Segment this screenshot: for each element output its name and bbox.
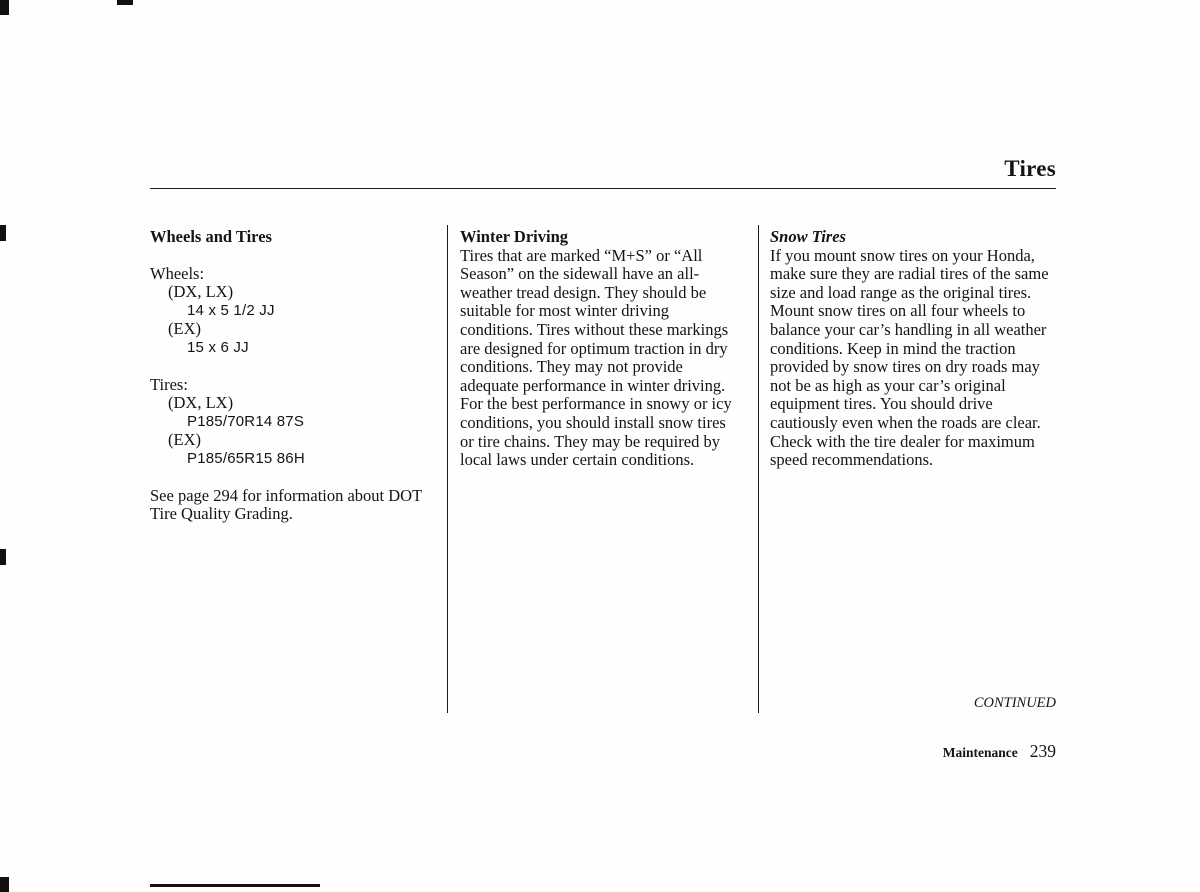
scan-registration-mark: [0, 549, 6, 565]
page-footer: [656, 741, 1056, 762]
winter-driving-paragraph-1: Tires that are marked “M+S” or “All Season” on the sidewall have an all-weather tread design. They should be suitable for most winter driving conditions. Tires without these markings are designed for optimum traction in dry conditions. They may not provide adequate performance in winter driving.: [460, 245, 729, 395]
wheel-spec-dx-lx: 14 x 5 1/2 JJ: [187, 301, 275, 319]
dot-grading-note: See page 294 for information about DOT Tire Quality Grading.: [150, 485, 422, 524]
section-heading-wheels-and-tires: Wheels and Tires: [150, 227, 272, 246]
scan-registration-mark: [0, 225, 6, 241]
snow-tires-paragraph-1: If you mount snow tires on your Honda, make sure they are radial tires of the same size and load range as the original tires. Mount snow tires on all four wheels to balance your car’s handling in all weather conditions. Keep in mind the traction provided by snow tires on dry roads may not be as high as your car’s original equipment tires. You should drive cautiously even when the roads are clear. Check with the tire dealer for maximum speed recommendations.: [770, 245, 1049, 470]
wheel-trim-dx-lx: (DX, LX): [168, 282, 234, 302]
tire-trim-dx-lx: (DX, LX): [168, 393, 234, 413]
page-title: Tires: [1004, 156, 1056, 181]
continued-label: CONTINUED: [973, 695, 1056, 711]
title-rule: [150, 188, 1056, 189]
footer-chapter-label: Maintenance: [942, 745, 1018, 760]
scan-registration-mark: [0, 0, 9, 15]
scan-registration-mark: [0, 877, 9, 892]
scan-registration-mark: [117, 0, 133, 5]
tire-spec-dx-lx: P185/70R14 87S: [187, 412, 305, 430]
wheel-trim-ex: (EX): [168, 319, 201, 339]
scan-registration-mark: [150, 884, 320, 887]
tire-spec-ex: P185/65R15 86H: [187, 449, 305, 467]
tires-label: Tires:: [150, 374, 188, 394]
wheel-spec-ex: 15 x 6 JJ: [187, 338, 249, 356]
section-heading-snow-tires: Snow Tires: [770, 227, 846, 246]
winter-driving-paragraph-2: For the best performance in snowy or icy conditions, you should install snow tires or tire chains. They may be required by local laws under certain conditions.: [460, 394, 732, 470]
column-snow-tires: [770, 228, 1058, 470]
column-wheels-and-tires: [150, 228, 422, 524]
column-divider: [447, 225, 448, 713]
tire-trim-ex: (EX): [168, 430, 201, 450]
column-divider: [758, 225, 759, 713]
wheels-label: Wheels:: [150, 263, 205, 283]
footer-page-number: 239: [1029, 741, 1056, 761]
section-heading-winter-driving: Winter Driving: [460, 227, 569, 246]
column-winter-driving: [460, 228, 740, 470]
